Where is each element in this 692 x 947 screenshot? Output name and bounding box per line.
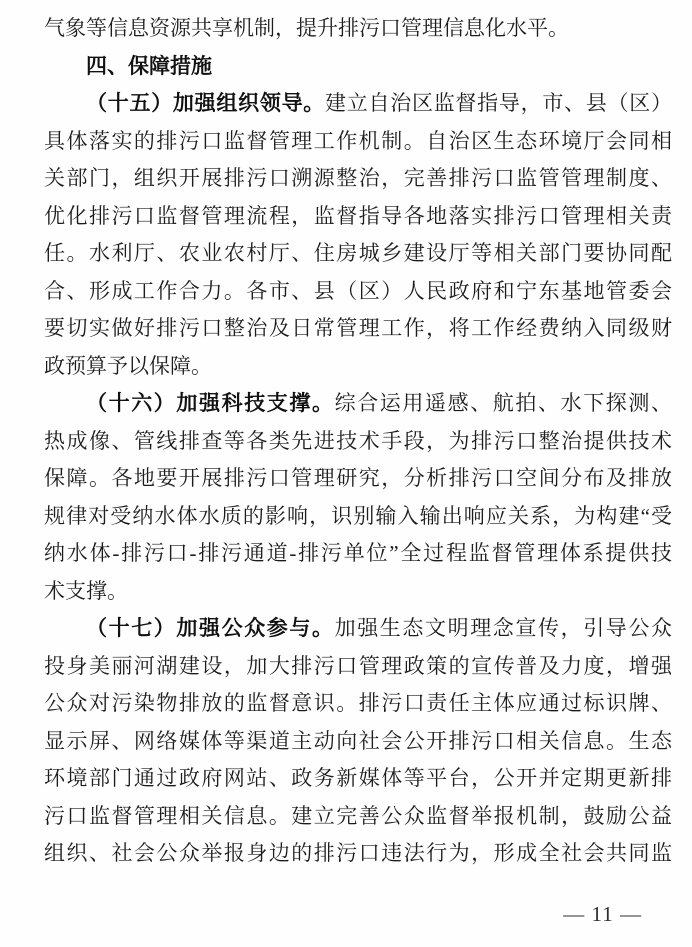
text-run: 公众对污染物排放的监督意识。排污口责任主体应通过标识牌、 xyxy=(44,691,672,715)
text-line xyxy=(44,48,672,86)
text-line xyxy=(44,423,672,461)
document-body xyxy=(44,10,672,873)
text-run: 投身美丽河湖建设，加大排污口管理政策的宣传普及力度，增强 xyxy=(44,653,672,678)
text-line xyxy=(44,798,672,836)
text-run: 气象等信息资源共享机制，提升排污口管理信息化水平。 xyxy=(44,16,569,40)
text-line xyxy=(44,385,672,423)
text-line xyxy=(44,835,672,873)
text-run: 规律对受纳水体水质的影响，识别输入输出响应关系，为构建“受 xyxy=(44,503,672,528)
text-run: 显示屏、网络媒体等渠道主动向社会公开排污口相关信息。生态 xyxy=(44,728,672,753)
text-run: 加强生态文明理念宣传，引导公众 xyxy=(334,616,672,640)
text-run: 具体落实的排污口监督管理工作机制。自治区生态环境厅会同相 xyxy=(44,128,672,153)
text-line xyxy=(44,235,672,273)
text-run: 关部门，组织开展排污口溯源整治，完善排污口监管管理制度、 xyxy=(44,166,672,190)
text-line xyxy=(44,460,672,498)
text-run: 保障。各地要开展排污口管理研究，分析排污口空间分布及排放 xyxy=(44,466,672,490)
text-line xyxy=(44,610,672,648)
text-run: 任。水利厅、农业农村厅、住房城乡建设厅等相关部门要协同配 xyxy=(44,241,672,265)
text-line xyxy=(44,348,672,386)
text-line xyxy=(44,498,672,536)
bold-run: （十七）加强公众参与。 xyxy=(86,617,335,640)
bold-run: （十五）加强组织领导。 xyxy=(86,92,326,115)
text-line xyxy=(44,85,672,123)
text-run: 术支撑。 xyxy=(44,578,128,603)
text-run: 环境部门通过政府网站、政务新媒体等平台，公开并定期更新排 xyxy=(44,766,672,790)
text-run: 热成像、管线排查等各类先进技术手段，为排污口整治提供技术 xyxy=(44,428,672,453)
text-run: 建立自治区监督指导，市、县（区） xyxy=(325,91,672,115)
text-line xyxy=(44,760,672,798)
text-line xyxy=(44,10,672,48)
text-run: 要切实做好排污口整治及日常管理工作，将工作经费纳入同级财 xyxy=(44,316,672,340)
text-run: 合、形成工作合力。各市、县（区）人民政府和宁东基地管委会 xyxy=(44,278,672,303)
text-run: 政预算予以保障。 xyxy=(44,353,212,378)
bold-run: 四、保障措施 xyxy=(86,54,212,78)
text-line xyxy=(44,573,672,611)
text-line xyxy=(44,535,672,573)
text-line xyxy=(44,198,672,236)
text-run: 纳水体-排污口-排污通道-排污单位”全过程监督管理体系提供技 xyxy=(44,541,672,565)
text-line xyxy=(44,310,672,348)
text-run: 污口监督管理相关信息。建立完善公众监督举报机制，鼓励公益 xyxy=(44,803,672,828)
bold-run: （十六）加强科技支撑。 xyxy=(86,392,335,415)
text-line xyxy=(44,273,672,311)
page-number: — 11 — xyxy=(563,902,642,926)
text-line xyxy=(44,160,672,198)
text-run: 综合运用遥感、航拍、水下探测、 xyxy=(334,391,672,415)
text-run: 组织、社会公众举报身边的排污口违法行为，形成全社会共同监 xyxy=(44,841,672,865)
text-line xyxy=(44,685,672,723)
text-line xyxy=(44,648,672,686)
text-run: 优化排污口监督管理流程，监督指导各地落实排污口管理相关责 xyxy=(44,203,672,228)
text-line xyxy=(44,123,672,161)
text-line xyxy=(44,723,672,761)
